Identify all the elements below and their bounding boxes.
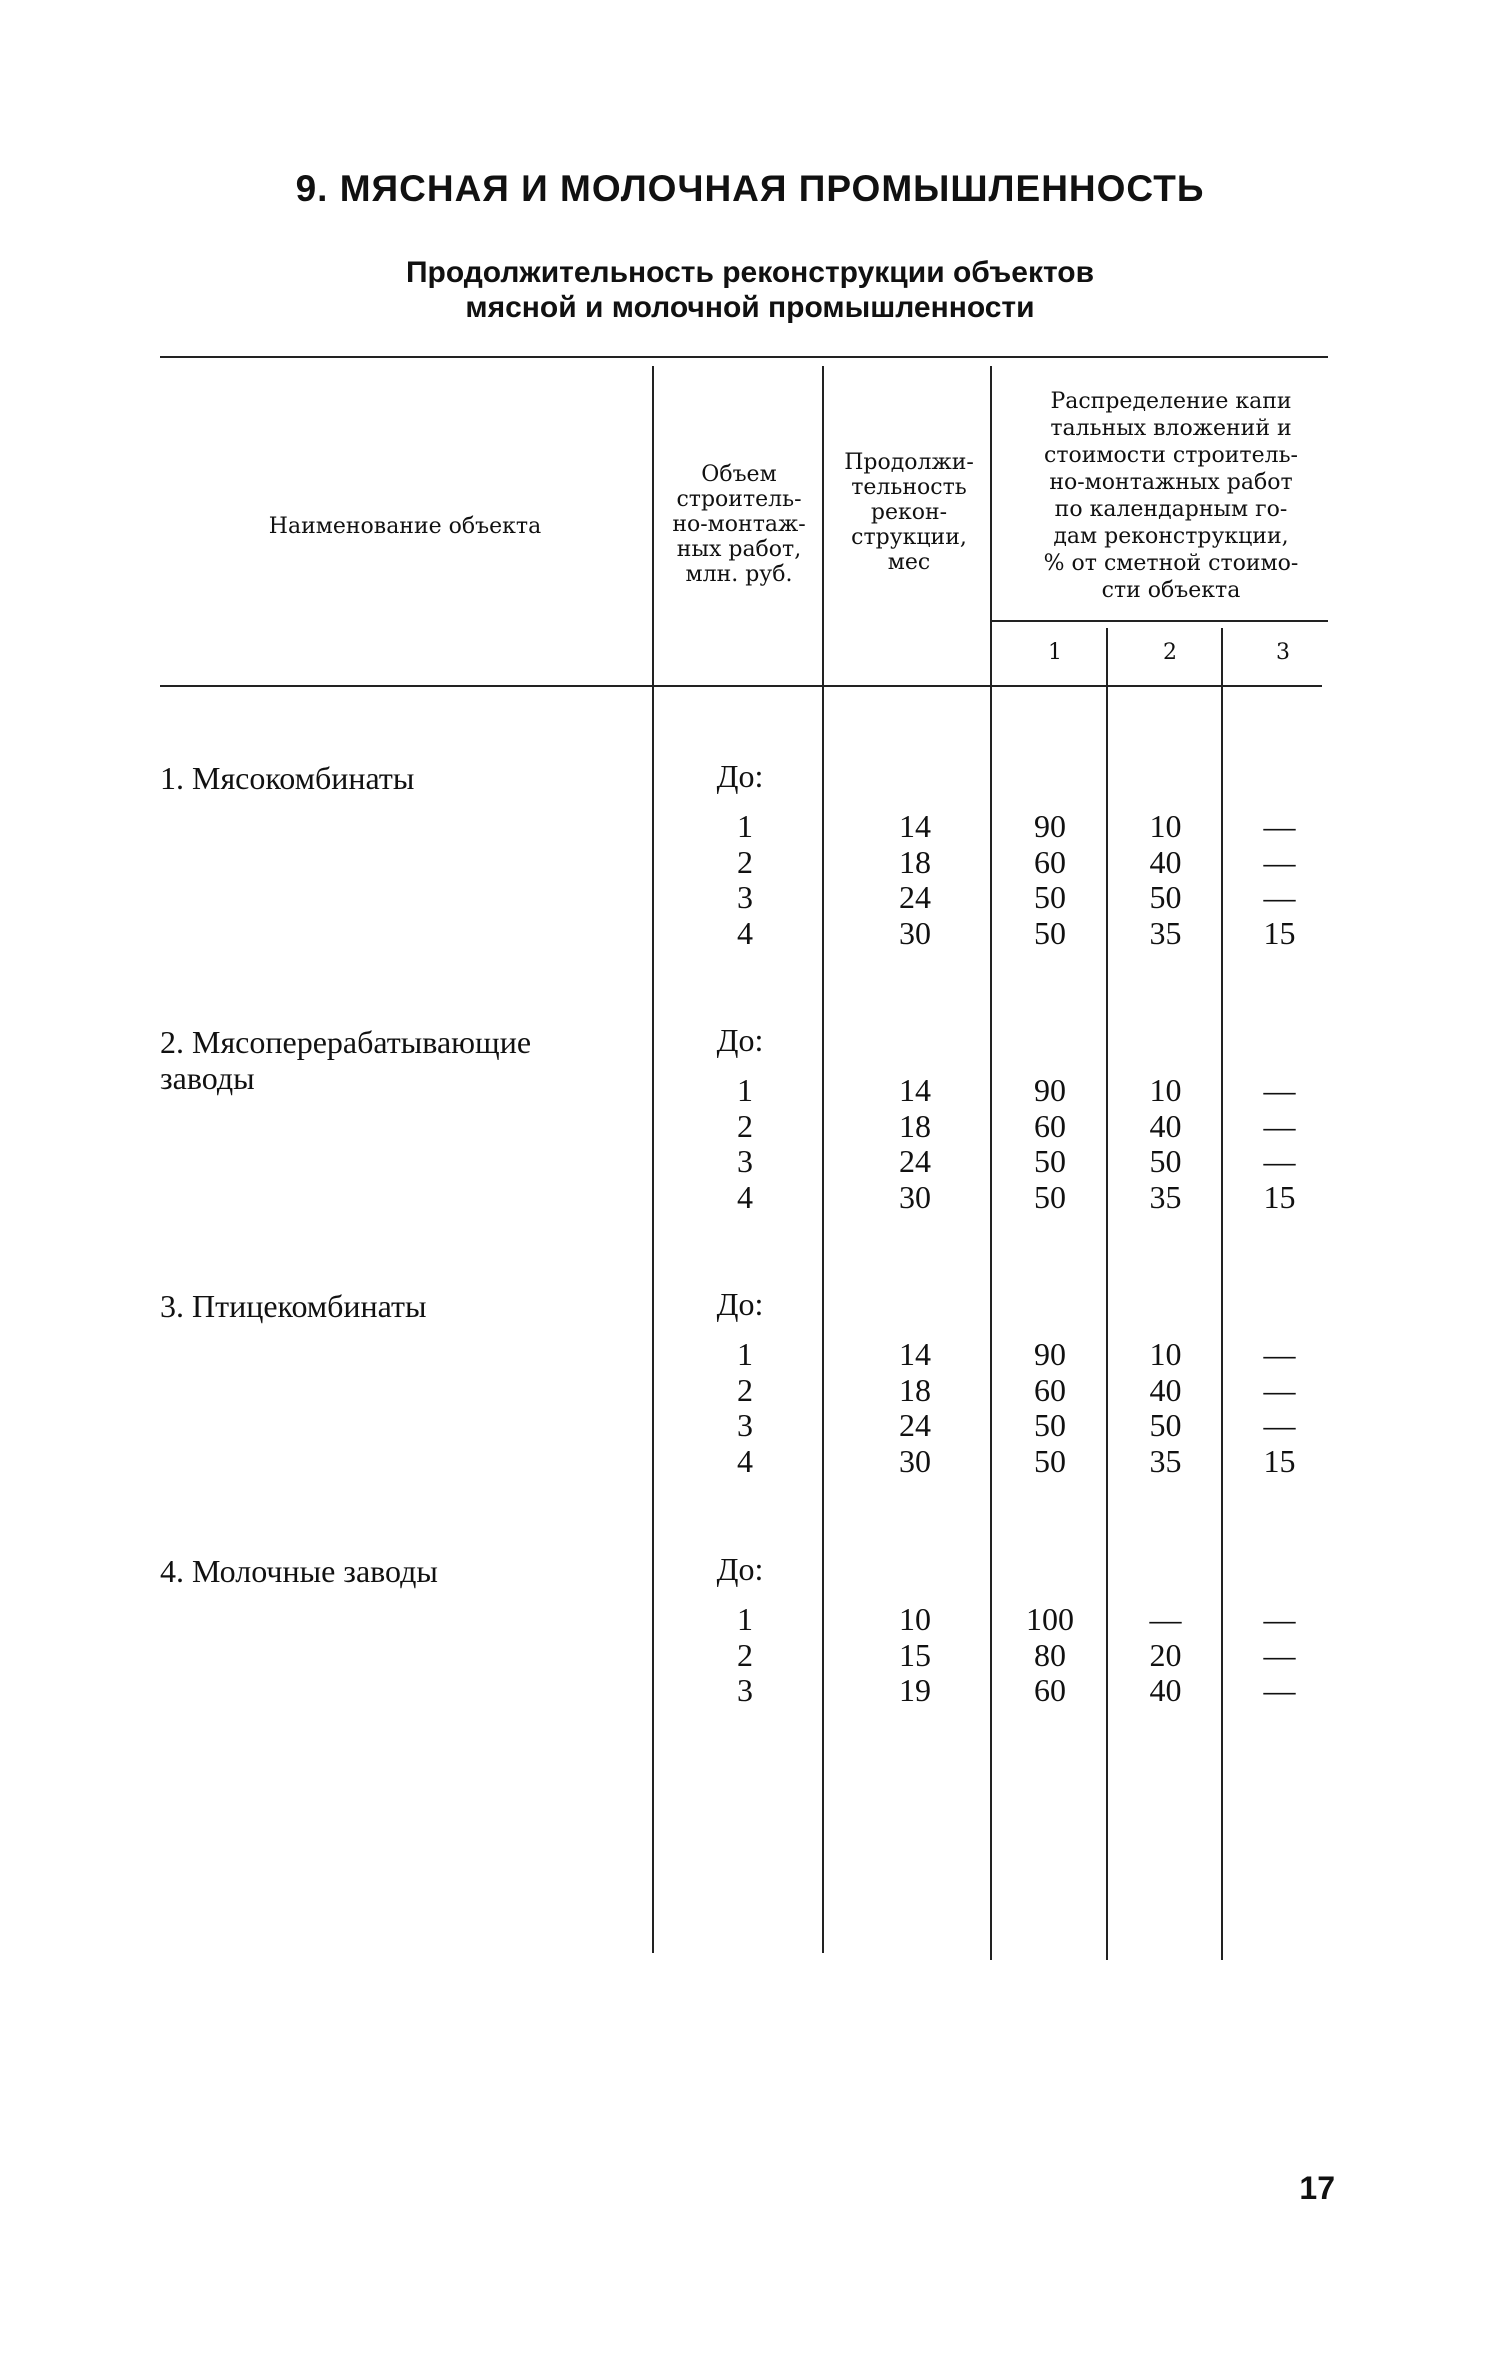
year-3-value: — — [1263, 1601, 1296, 1637]
group-name-line: 3. Птицекомбинаты — [160, 1288, 427, 1324]
volume-value: 2 — [737, 1371, 753, 1408]
header-volume-line: ных работ, — [676, 537, 802, 562]
duration-value: 18 — [899, 1107, 931, 1144]
header-duration-line: струкции, — [851, 525, 967, 550]
volume-value: 2 — [737, 1636, 753, 1673]
group-name — [160, 1288, 427, 1324]
year-2-value: 35 — [1149, 914, 1182, 951]
year-2-value: 50 — [1149, 1143, 1182, 1179]
duration-value: 14 — [899, 1336, 931, 1372]
volume-value: 1 — [737, 1072, 753, 1108]
year-1-value: 60 — [1034, 1107, 1066, 1144]
year-3-value: — — [1263, 1672, 1296, 1708]
header-volume-line: но-монтаж- — [672, 512, 806, 537]
year-2-value: 50 — [1149, 1407, 1182, 1443]
do-label: До: — [716, 758, 764, 794]
do-label: До: — [716, 1286, 764, 1322]
year-2-value: 40 — [1149, 1107, 1182, 1144]
year-1-value: 50 — [1034, 1407, 1066, 1443]
header-duration-line: мес — [887, 550, 931, 575]
header-duration-line: тельность — [851, 475, 967, 500]
header-distribution-line: тальных вложений и — [1050, 416, 1292, 441]
header-volume-line: млн. руб. — [685, 562, 793, 587]
do-label: До: — [716, 1022, 764, 1058]
header-year-1: 1 — [1048, 640, 1062, 665]
duration-value: 18 — [899, 843, 931, 880]
duration-value: 30 — [899, 1178, 931, 1215]
year-3-value: — — [1263, 843, 1296, 880]
header-object-name: Наименование объекта — [268, 514, 542, 539]
year-3-value: — — [1263, 1371, 1296, 1408]
duration-value: 24 — [899, 879, 931, 915]
year-2-value: 10 — [1149, 1336, 1182, 1372]
year-1-value: 50 — [1034, 914, 1066, 951]
year-3-value: 15 — [1263, 1178, 1296, 1215]
year-1-value: 50 — [1034, 879, 1066, 915]
header-duration-line: рекон- — [870, 500, 948, 525]
volume-value: 4 — [737, 1442, 753, 1479]
duration-value: 14 — [899, 808, 931, 844]
year-3-value: — — [1263, 1143, 1296, 1179]
header-volume-line: Объем — [701, 462, 777, 487]
volume-value: 1 — [737, 1601, 753, 1637]
year-2-value: 35 — [1149, 1442, 1182, 1479]
table-title-line-2: мясной и молочной промышленности — [465, 291, 1035, 324]
year-1-value: 60 — [1034, 843, 1066, 880]
duration-value: 10 — [899, 1601, 931, 1637]
year-1-value: 90 — [1034, 1336, 1066, 1372]
year-2-value: 20 — [1149, 1636, 1182, 1673]
header-duration-line: Продолжи- — [844, 450, 974, 475]
group-name — [160, 760, 414, 796]
year-2-value: 10 — [1149, 808, 1182, 844]
volume-value: 1 — [737, 808, 753, 844]
volume-value: 4 — [737, 1178, 753, 1215]
volume-value: 3 — [737, 1143, 753, 1179]
header-bottom-rule — [160, 685, 1322, 687]
header-distribution-line: по календарным го- — [1054, 497, 1288, 522]
year-2-value: 35 — [1149, 1178, 1182, 1215]
duration-value: 19 — [899, 1672, 931, 1708]
volume-value: 3 — [737, 1672, 753, 1708]
group-name — [160, 1024, 531, 1096]
distribution-subheader-rule — [992, 620, 1328, 622]
duration-value: 30 — [899, 1442, 931, 1479]
year-2-value: — — [1149, 1601, 1182, 1637]
duration-value: 24 — [899, 1407, 931, 1443]
duration-value: 24 — [899, 1143, 931, 1179]
year-1-value: 50 — [1034, 1143, 1066, 1179]
year-1-value: 50 — [1034, 1442, 1066, 1479]
year-1-value: 80 — [1034, 1636, 1066, 1673]
group-name-line: заводы — [160, 1060, 255, 1096]
header-distribution-line: Распределение капи — [1050, 389, 1292, 414]
year-2-value: 50 — [1149, 879, 1182, 915]
duration-value: 15 — [899, 1636, 931, 1673]
header-year-3: 3 — [1276, 640, 1290, 665]
header-distribution-line: % от сметной стоимо- — [1043, 551, 1299, 576]
year-3-value: — — [1263, 879, 1296, 915]
year-1-value: 100 — [1026, 1601, 1074, 1637]
group-name — [160, 1553, 438, 1589]
header-duration — [826, 450, 992, 575]
volume-value: 3 — [737, 1407, 753, 1443]
year-1-value: 60 — [1034, 1371, 1066, 1408]
column-rule-1 — [652, 366, 654, 1953]
header-distribution-line: сти объекта — [1101, 578, 1241, 603]
year-2-value: 40 — [1149, 843, 1182, 880]
duration-value: 18 — [899, 1371, 931, 1408]
header-year-2: 2 — [1163, 640, 1177, 665]
year-1-value: 60 — [1034, 1672, 1066, 1708]
header-distribution-line: стоимости строитель- — [1044, 443, 1298, 468]
year-3-value: 15 — [1263, 1442, 1296, 1479]
do-label: До: — [716, 1551, 764, 1587]
header-distribution-line: дам реконструкции, — [1053, 524, 1289, 549]
year-2-value: 40 — [1149, 1672, 1182, 1708]
year-1-value: 90 — [1034, 808, 1066, 844]
header-distribution-line: но-монтажных работ — [1049, 470, 1293, 495]
group-name-line: 1. Мясокомбинаты — [160, 760, 415, 796]
year-3-value: 15 — [1263, 914, 1296, 951]
volume-value: 2 — [737, 1107, 753, 1144]
group-name-line: 4. Молочные заводы — [160, 1553, 438, 1589]
duration-value: 30 — [899, 914, 931, 951]
year-3-value: — — [1263, 808, 1296, 844]
page-number: 17 — [1299, 2170, 1335, 2206]
year-1-value: 90 — [1034, 1072, 1066, 1108]
year-3-value: — — [1263, 1107, 1296, 1144]
year-3-value: — — [1263, 1336, 1296, 1372]
group-name-line: 2. Мясоперерабатывающие — [160, 1024, 532, 1060]
header-volume — [654, 462, 824, 587]
year-3-value: — — [1263, 1407, 1296, 1443]
year-2-value: 10 — [1149, 1072, 1182, 1108]
volume-value: 4 — [737, 914, 753, 951]
table-top-rule — [160, 356, 1328, 358]
section-title: 9. МЯСНАЯ И МОЛОЧНАЯ ПРОМЫШЛЕННОСТЬ — [295, 168, 1205, 209]
volume-value: 3 — [737, 879, 753, 915]
table-title-line-1: Продолжительность реконструкции объектов — [405, 256, 1095, 289]
header-distribution — [1005, 388, 1337, 604]
year-3-value: — — [1263, 1072, 1296, 1108]
duration-value: 14 — [899, 1072, 931, 1108]
header-volume-line: строитель- — [676, 487, 802, 512]
volume-value: 2 — [737, 843, 753, 880]
year-1-value: 50 — [1034, 1178, 1066, 1215]
volume-value: 1 — [737, 1336, 753, 1372]
year-3-value: — — [1263, 1636, 1296, 1673]
year-2-value: 40 — [1149, 1371, 1182, 1408]
